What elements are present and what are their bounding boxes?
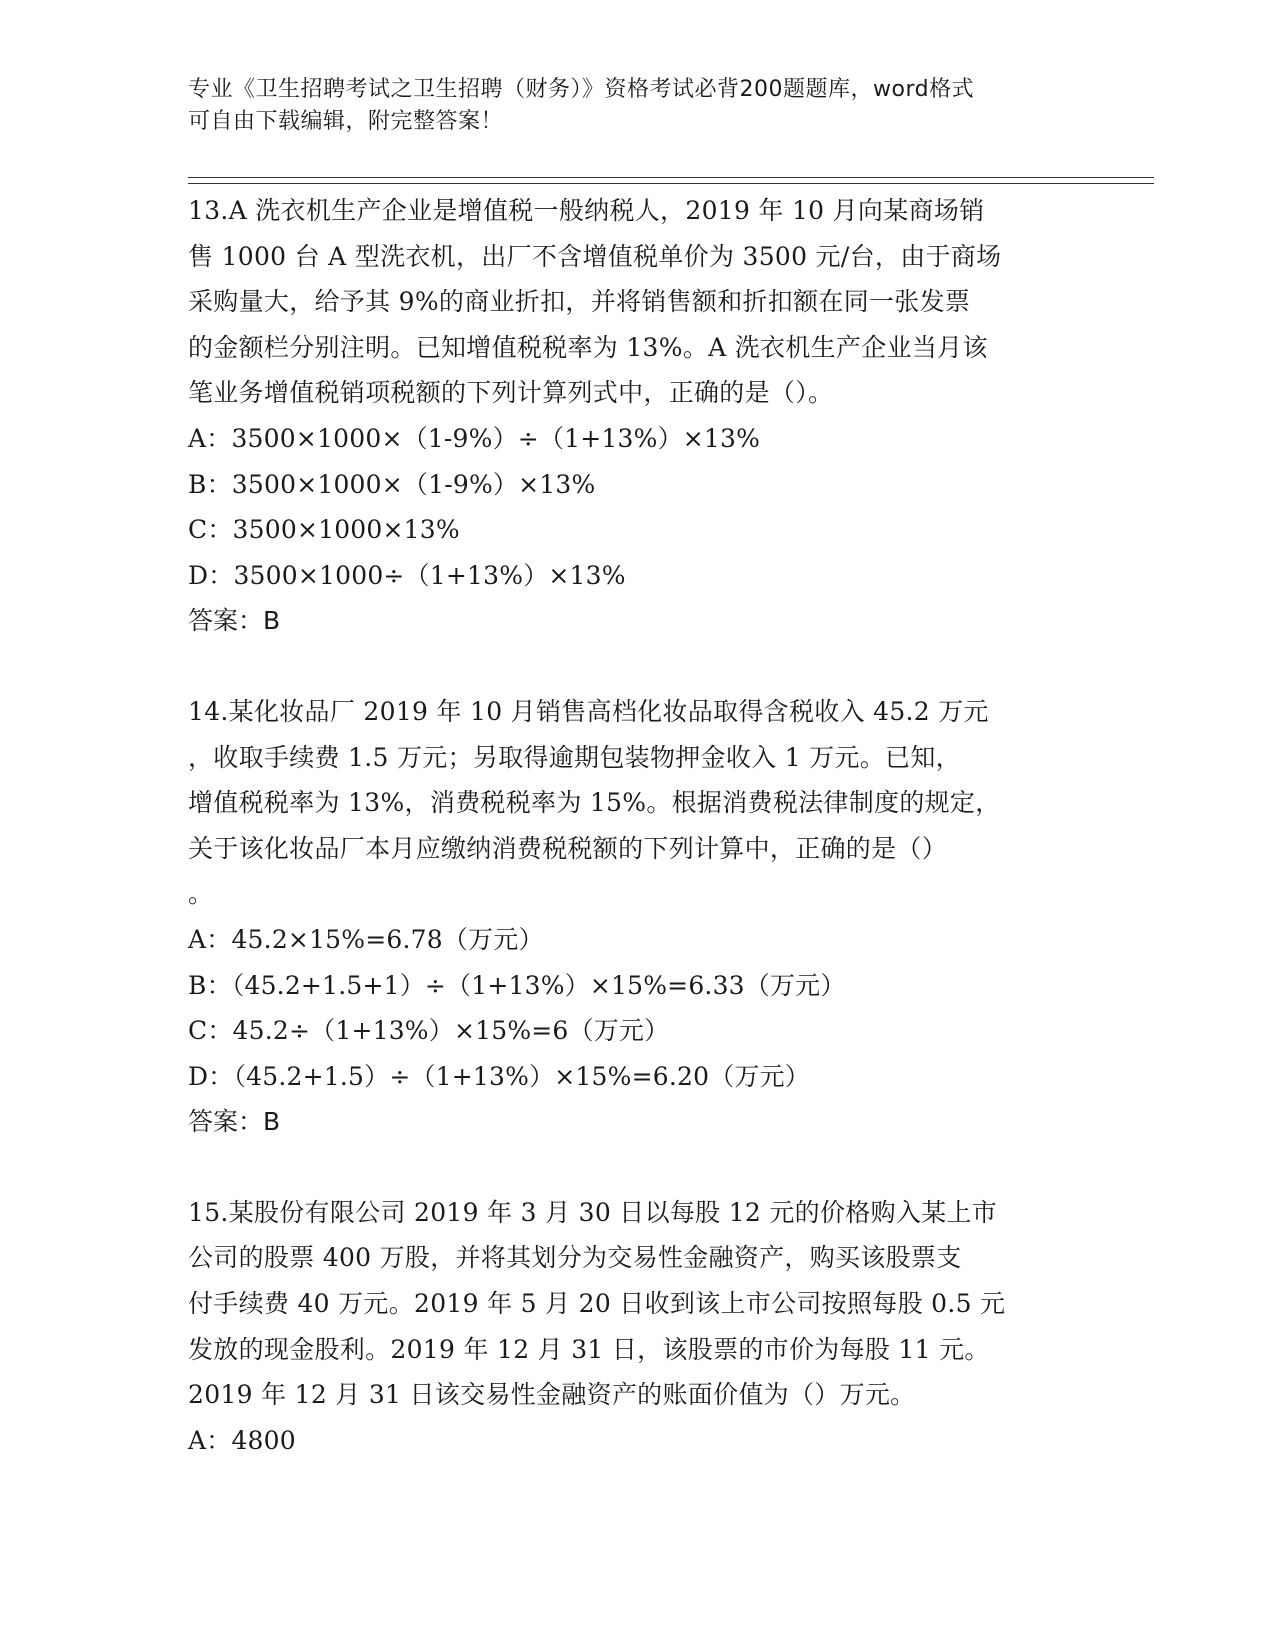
question-text-line: 增值税税率为 13%，消费税税率为 15%。根据消费税法律制度的规定， — [188, 788, 1001, 818]
question-text-line: 2019 年 12 月 31 日该交易性金融资产的账面价值为（）万元。 — [188, 1380, 916, 1410]
option-a: A：45.2×15%=6.78（万元） — [188, 924, 544, 954]
document-header — [188, 74, 1078, 138]
question-15 — [188, 1190, 1088, 1464]
header-title-line-2: 可自由下载编辑，附完整答案！ — [188, 109, 504, 134]
option-b: B：3500×1000×（1-9%）×13% — [188, 469, 596, 499]
answer-label: 答案：B — [188, 1107, 281, 1137]
spacer — [188, 644, 1088, 689]
question-text-line: 15.某股份有限公司 2019 年 3 月 30 日以每股 12 元的价格购入某上市 — [188, 1197, 998, 1227]
question-text-line: 售 1000 台 A 型洗衣机，出厂不含增值税单价为 3500 元/台，由于商场 — [188, 241, 1002, 271]
option-c: C：45.2÷（1+13%）×15%=6（万元） — [188, 1016, 670, 1046]
header-divider-top — [188, 177, 1154, 178]
option-d: D：（45.2+1.5）÷（1+13%）×15%=6.20（万元） — [188, 1061, 811, 1091]
header-divider-bottom — [188, 183, 1154, 184]
question-text-line: ，收取手续费 1.5 万元；另取得逾期包装物押金收入 1 万元。已知， — [188, 742, 961, 772]
option-a: A：3500×1000×（1-9%）÷（1+13%）×13% — [188, 423, 761, 453]
option-b: B：（45.2+1.5+1）÷（1+13%）×15%=6.33（万元） — [188, 970, 846, 1000]
option-a: A：4800 — [188, 1425, 296, 1455]
question-14 — [188, 689, 1088, 1145]
question-text-line: 14.某化妆品厂 2019 年 10 月销售高档化妆品取得含税收入 45.2 万元 — [188, 696, 989, 726]
header-title-line-1: 专业《卫生招聘考试之卫生招聘（财务）》资格考试必背200题题库，word格式 — [188, 77, 975, 102]
question-list — [188, 188, 1088, 1463]
question-text-line: 13.A 洗衣机生产企业是增值税一般纳税人，2019 年 10 月向某商场销 — [188, 196, 985, 225]
question-text-line: 。 — [188, 879, 214, 909]
answer-label: 答案：B — [188, 606, 281, 636]
question-text-line: 的金额栏分别注明。已知增值税税率为 13%。A 洗衣机生产企业当月该 — [188, 332, 988, 362]
question-text-line: 笔业务增值税销项税额的下列计算列式中，正确的是（）。 — [188, 378, 834, 408]
question-text-line: 付手续费 40 万元。2019 年 5 月 20 日收到该上市公司按照每股 0.5 元 — [188, 1289, 1006, 1319]
question-text-line: 公司的股票 400 万股，并将其划分为交易性金融资产，购买该股票支 — [188, 1243, 962, 1273]
question-text-line: 采购量大，给予其 9%的商业折扣，并将销售额和折扣额在同一张发票 — [188, 287, 971, 317]
question-text-line: 关于该化妆品厂本月应缴纳消费税税额的下列计算中，正确的是（） — [188, 833, 948, 863]
question-text-line: 发放的现金股利。2019 年 12 月 31 日，该股票的市价为每股 11 元。 — [188, 1334, 990, 1364]
option-d: D：3500×1000÷（1+13%）×13% — [188, 560, 626, 590]
spacer — [188, 1145, 1088, 1190]
question-13 — [188, 188, 1088, 644]
option-c: C：3500×1000×13% — [188, 515, 460, 545]
